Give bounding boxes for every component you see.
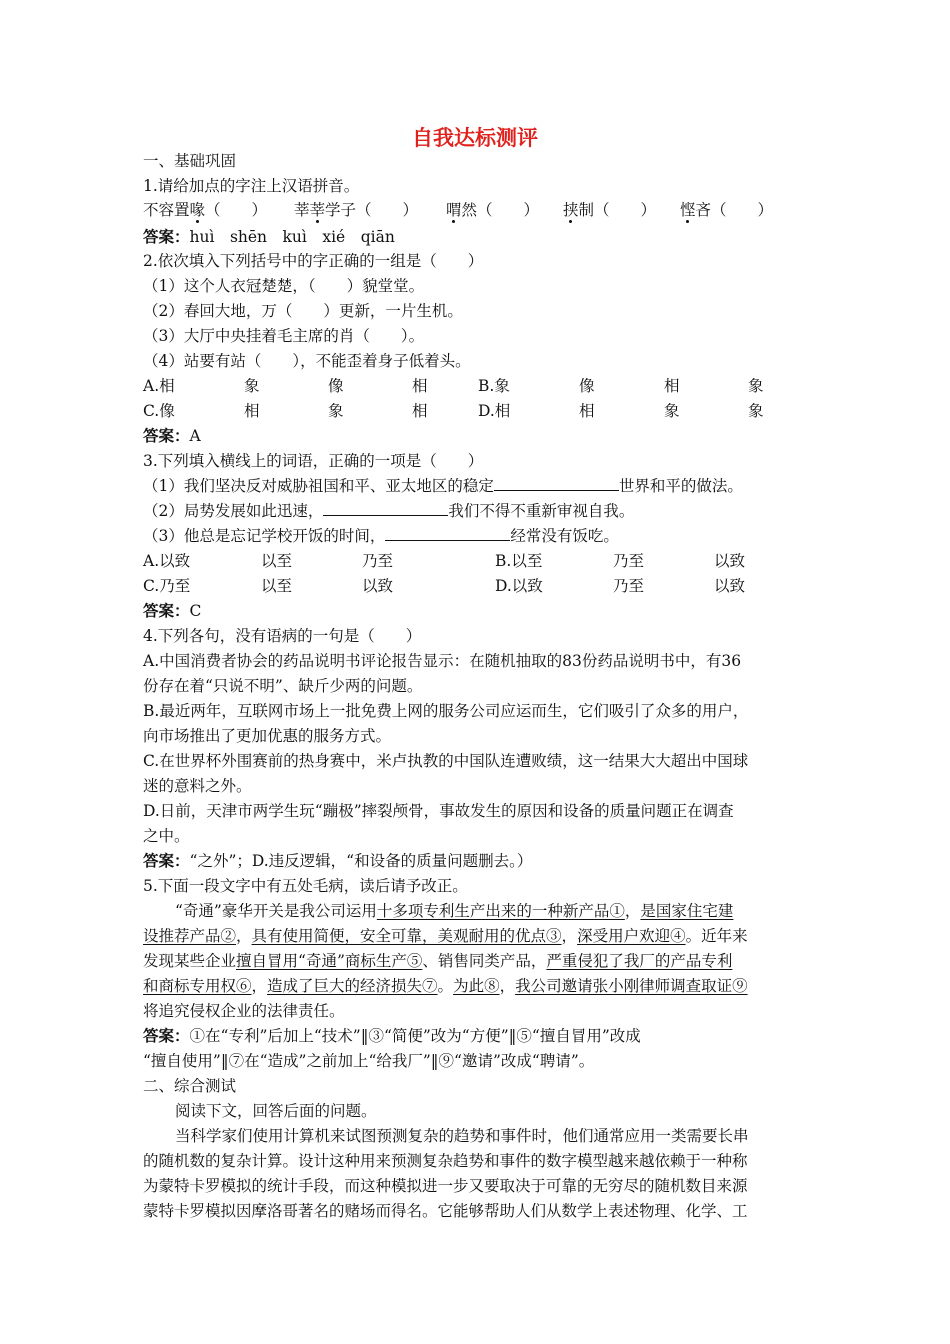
q3-option-c-3: 以致 — [362, 577, 394, 595]
q3-option-c-2: 以至 — [261, 577, 293, 595]
q2-option-a-2: 象 — [244, 377, 260, 395]
q4-option-c-line-2: 迷的意料之外。 — [143, 777, 252, 795]
reading-line-4: 蒙特卡罗模拟因摩洛哥著名的赌场而得名。它能够帮助人们从数学上表述物理、化学、工 — [143, 1202, 748, 1220]
q3-stem: 3.下列填入横线上的词语，正确的一项是（ ） — [143, 452, 484, 470]
q1-item-4: 挟制（ ） — [563, 201, 657, 219]
q2-option-b-4: 象 — [748, 377, 764, 395]
q2-line-4: （4）站要有站（ ），不能歪着身子低着头。 — [143, 352, 471, 370]
q1-stem: 1.请给加点的字注上汉语拼音。 — [143, 177, 360, 195]
q5-passage-line-2: 设推荐产品②，具有使用简便，安全可靠，美观耐用的优点③，深受用户欢迎④。近年来 — [143, 927, 748, 945]
q4-option-b-line-2: 向市场推出了更加优惠的服务方式。 — [143, 727, 392, 745]
q2-line-2: （2）春回大地，万（ ）更新，一片生机。 — [143, 302, 463, 320]
q4-option-a-line-2: 份存在着“只说不明”、缺斤少两的问题。 — [143, 677, 423, 695]
q4-option-a-line-1: A.中国消费者协会的药品说明书评论报告显示：在随机抽取的83份药品说明书中，有36 — [143, 652, 742, 670]
q2-stem: 2.依次填入下列括号中的字正确的一组是（ ） — [143, 252, 484, 270]
q4-option-d-line-2: 之中。 — [143, 827, 190, 845]
q3-answer: 答案：C — [143, 601, 202, 620]
page-title: 自我达标测评 — [412, 125, 538, 150]
reading-intro: 阅读下文，回答后面的问题。 — [175, 1102, 377, 1120]
reading-line-2: 的随机数的复杂计算。设计这种用来预测复杂趋势和事件的数字模型越来越依赖于一种称 — [143, 1152, 748, 1170]
q3-option-d-3: 以致 — [714, 577, 746, 595]
q5-passage-line-4: 和商标专用权⑥，造成了巨大的经济损失⑦。为此⑧，我公司邀请张小刚律师调查取证⑨ — [143, 977, 748, 995]
q5-stem: 5.下面一段文字中有五处毛病，读后请予改正。 — [143, 877, 468, 895]
q1-item-1: 不容置喙（ ） — [143, 201, 268, 219]
q3-line-3: （3）他总是忘记学校开饭的时间， 经常没有饭吃。 — [143, 527, 619, 545]
q2-option-d-4: 象 — [748, 402, 764, 420]
q2-option-c-2: 相 — [244, 402, 260, 420]
fill-blank — [385, 526, 510, 541]
reading-line-1: 当科学家们使用计算机来试图预测复杂的趋势和事件时，他们通常应用一类需要长串 — [175, 1127, 749, 1145]
q5-answer-line-1: 答案：①在“专利”后加上“技术”‖③“简便”改为“方便”‖⑤“擅自冒用”改成 — [143, 1026, 641, 1045]
q2-option-a-4: 相 — [412, 377, 428, 395]
q4-option-b-line-1: B.最近两年，互联网市场上一批免费上网的服务公司应运而生，它们吸引了众多的用户， — [143, 702, 749, 720]
q5-passage-line-5: 将追究侵权企业的法律责任。 — [143, 1002, 345, 1020]
q1-item-2: 莘莘学子（ ） — [294, 201, 419, 219]
reading-line-3: 为蒙特卡罗模拟的统计手段，而这种模拟进一步又要取决于可靠的无穷尽的随机数目来源 — [143, 1177, 748, 1195]
q2-answer: 答案：A — [143, 426, 201, 445]
q2-option-d: D.相 — [478, 402, 511, 420]
q2-option-a: A.相 — [143, 377, 175, 395]
q3-option-b-3: 以致 — [714, 552, 746, 570]
q3-line-2: （2）局势发展如此迅速， 我们不得不重新审视自我。 — [143, 502, 635, 520]
q2-option-b-2: 像 — [579, 377, 595, 395]
q3-option-b: B.以至 — [495, 552, 543, 570]
q2-option-c-3: 象 — [328, 402, 344, 420]
q4-option-d-line-1: D.日前，天津市两学生玩“蹦极”摔裂颅骨，事故发生的原因和设备的质量问题正在调查 — [143, 802, 734, 820]
q3-option-d: D.以致 — [495, 577, 543, 595]
q4-stem: 4.下列各句，没有语病的一句是（ ） — [143, 627, 422, 645]
q2-option-c: C.像 — [143, 402, 175, 420]
q5-passage-line-3: 发现某些企业擅自冒用“奇通”商标生产⑤、销售同类产品，严重侵犯了我厂的产品专利 — [143, 952, 733, 970]
q5-passage-line-1: “奇通”豪华开关是我公司运用十多项专利生产出来的一种新产品①，是国家住宅建 — [175, 902, 734, 920]
q1-item-5: 悭吝（ ） — [680, 201, 774, 219]
q4-option-c-line-1: C.在世界杯外围赛前的热身赛中，米卢执教的中国队连遭败绩，这一结果大大超出中国球 — [143, 752, 749, 770]
q2-option-c-4: 相 — [412, 402, 428, 420]
q2-option-a-3: 像 — [328, 377, 344, 395]
section-heading-comprehensive: 二、综合测试 — [143, 1077, 237, 1095]
section-heading-basics: 一、基础巩固 — [143, 152, 237, 170]
q3-option-a-3: 乃至 — [362, 552, 394, 570]
q2-option-b-3: 相 — [664, 377, 680, 395]
q3-option-a-2: 以至 — [261, 552, 293, 570]
q3-option-c: C.乃至 — [143, 577, 191, 595]
q1-answer: 答案：huì shēn kuì xié qiān — [143, 227, 395, 246]
q2-line-1: （1）这个人衣冠楚楚，（ ）貌堂堂。 — [143, 277, 425, 295]
q2-option-d-3: 象 — [664, 402, 680, 420]
q3-option-a: A.以致 — [143, 552, 191, 570]
q4-answer: 答案：“之外”；D.违反逻辑，“和设备的质量问题删去。） — [143, 851, 533, 870]
q5-answer-line-2: “擅自使用”‖⑦在“造成”之前加上“给我厂”‖⑨“邀请”改成“聘请”。 — [143, 1052, 595, 1070]
q2-option-d-2: 相 — [579, 402, 595, 420]
fill-blank — [323, 501, 448, 516]
q2-option-b: B.象 — [478, 377, 510, 395]
q3-option-d-2: 乃至 — [613, 577, 645, 595]
fill-blank — [494, 476, 619, 491]
q3-line-1: （1）我们坚决反对威胁祖国和平、亚太地区的稳定 世界和平的做法。 — [143, 477, 743, 495]
q1-item-3: 喟然（ ） — [446, 201, 540, 219]
q2-line-3: （3）大厅中央挂着毛主席的肖（ ）。 — [143, 327, 425, 345]
q3-option-b-2: 乃至 — [613, 552, 645, 570]
